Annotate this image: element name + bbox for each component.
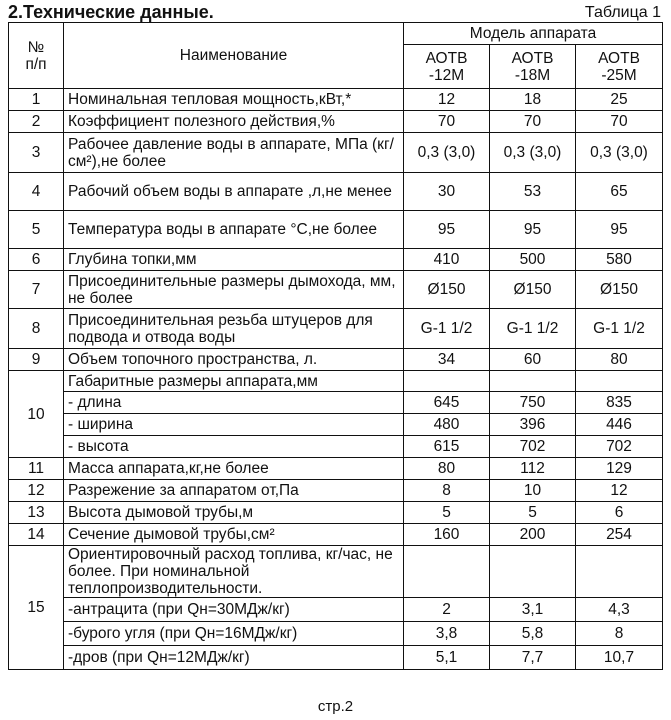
header-num: № п/п — [9, 23, 64, 89]
page-number: стр.2 — [317, 698, 354, 715]
subrow-value: 8 — [576, 622, 663, 646]
row-number: 15 — [9, 546, 64, 670]
row-value — [576, 546, 663, 598]
row-value: Ø150 — [490, 271, 576, 309]
subrow-name: - высота — [64, 436, 404, 458]
row-name: Температура воды в аппарате °С,не более — [64, 211, 404, 249]
row-value: 200 — [490, 524, 576, 546]
row-value: Ø150 — [576, 271, 663, 309]
subrow-value: 702 — [576, 436, 663, 458]
row-number: 13 — [9, 502, 64, 524]
row-value: G-1 1/2 — [576, 309, 663, 349]
row-value — [576, 371, 663, 392]
table-row — [9, 111, 663, 133]
row-number: 2 — [9, 111, 64, 133]
subrow-value: 702 — [490, 436, 576, 458]
row-value: 70 — [576, 111, 663, 133]
row-number: 8 — [9, 309, 64, 349]
row-value: 0,3 (3,0) — [404, 133, 490, 173]
row-number: 14 — [9, 524, 64, 546]
row-value: 12 — [404, 89, 490, 111]
row-value: 95 — [490, 211, 576, 249]
table-subrow — [9, 598, 663, 622]
row-value — [404, 371, 490, 392]
row-value: 5 — [490, 502, 576, 524]
row-value: 0,3 (3,0) — [576, 133, 663, 173]
table-row — [9, 458, 663, 480]
table-row — [9, 480, 663, 502]
row-value: 0,3 (3,0) — [490, 133, 576, 173]
row-name: Рабочий объем воды в аппарате ,л,не менее — [64, 173, 404, 211]
table-row — [9, 546, 663, 598]
row-value: 95 — [576, 211, 663, 249]
row-number: 1 — [9, 89, 64, 111]
header-model: АОТВ -25М — [576, 45, 663, 89]
row-value: 80 — [404, 458, 490, 480]
row-value: 60 — [490, 349, 576, 371]
table-number: Таблица 1 — [584, 4, 661, 21]
table-row — [9, 133, 663, 173]
subrow-name: -бурого угля (при Qн=16МДж/кг) — [64, 622, 404, 646]
subrow-value: 3,1 — [490, 598, 576, 622]
row-number: 6 — [9, 249, 64, 271]
row-number: 7 — [9, 271, 64, 309]
row-value — [490, 546, 576, 598]
row-value: 160 — [404, 524, 490, 546]
row-value: 5 — [404, 502, 490, 524]
subrow-value: 5,1 — [404, 646, 490, 670]
row-value: 500 — [490, 249, 576, 271]
header-model-group: Модель аппарата — [404, 23, 663, 45]
row-value: 25 — [576, 89, 663, 111]
table-subrow — [9, 392, 663, 414]
row-name: Глубина топки,мм — [64, 249, 404, 271]
row-value: 53 — [490, 173, 576, 211]
row-name: Сечение дымовой трубы,см² — [64, 524, 404, 546]
row-value: 70 — [404, 111, 490, 133]
table-subrow — [9, 436, 663, 458]
table-row — [9, 309, 663, 349]
table-row — [9, 271, 663, 309]
table-subrow — [9, 646, 663, 670]
row-value: 10 — [490, 480, 576, 502]
row-number: 3 — [9, 133, 64, 173]
subrow-value: 750 — [490, 392, 576, 414]
row-value: 95 — [404, 211, 490, 249]
section-title: 2.Технические данные. — [8, 2, 214, 22]
row-number: 9 — [9, 349, 64, 371]
subrow-value: 3,8 — [404, 622, 490, 646]
row-number: 11 — [9, 458, 64, 480]
table-row — [9, 524, 663, 546]
row-value: 34 — [404, 349, 490, 371]
row-name: Присоединительная резьба штуцеров для подвода и отвода воды — [64, 309, 404, 349]
subrow-name: - ширина — [64, 414, 404, 436]
row-value: 80 — [576, 349, 663, 371]
subrow-value: 396 — [490, 414, 576, 436]
row-number: 10 — [9, 371, 64, 458]
row-value: 254 — [576, 524, 663, 546]
subrow-value: 4,3 — [576, 598, 663, 622]
row-name: Габаритные размеры аппарата,мм — [64, 371, 404, 392]
table-row — [9, 211, 663, 249]
subrow-value: 7,7 — [490, 646, 576, 670]
row-value: 70 — [490, 111, 576, 133]
table-row — [9, 89, 663, 111]
subrow-value: 835 — [576, 392, 663, 414]
row-name: Объем топочного пространства, л. — [64, 349, 404, 371]
header-model: АОТВ -18М — [490, 45, 576, 89]
row-value: 30 — [404, 173, 490, 211]
subrow-value: 446 — [576, 414, 663, 436]
row-name: Коэффициент полезного действия,% — [64, 111, 404, 133]
table-row — [9, 371, 663, 392]
row-value: 410 — [404, 249, 490, 271]
row-value: 112 — [490, 458, 576, 480]
subrow-value: 645 — [404, 392, 490, 414]
row-value: 8 — [404, 480, 490, 502]
row-name: Разрежение за аппаратом от,Па — [64, 480, 404, 502]
row-name: Масса аппарата,кг,не более — [64, 458, 404, 480]
table-subrow — [9, 414, 663, 436]
table-row — [9, 249, 663, 271]
header-name: Наименование — [64, 23, 404, 89]
subrow-name: -антрацита (при Qн=30МДж/кг) — [64, 598, 404, 622]
table-row — [9, 349, 663, 371]
row-value: 18 — [490, 89, 576, 111]
subrow-name: -дров (при Qн=12МДж/кг) — [64, 646, 404, 670]
row-name: Высота дымовой трубы,м — [64, 502, 404, 524]
row-value: G-1 1/2 — [490, 309, 576, 349]
row-value — [404, 546, 490, 598]
row-number: 4 — [9, 173, 64, 211]
subrow-name: - длина — [64, 392, 404, 414]
table-row — [9, 502, 663, 524]
row-value: Ø150 — [404, 271, 490, 309]
subrow-value: 480 — [404, 414, 490, 436]
row-name: Присоединительные размеры дымохода, мм, не более — [64, 271, 404, 309]
row-value: 65 — [576, 173, 663, 211]
row-number: 12 — [9, 480, 64, 502]
subrow-value: 615 — [404, 436, 490, 458]
row-value: G-1 1/2 — [404, 309, 490, 349]
subrow-value: 2 — [404, 598, 490, 622]
row-name: Рабочее давление воды в аппарате, МПа (кг/см²),не более — [64, 133, 404, 173]
subrow-value: 10,7 — [576, 646, 663, 670]
row-value: 12 — [576, 480, 663, 502]
table-subrow — [9, 622, 663, 646]
row-name: Ориентировочный расход топлива, кг/час, не более. При номинальной теплопроизводительности. — [64, 546, 404, 598]
table-row — [9, 173, 663, 211]
row-value: 129 — [576, 458, 663, 480]
subrow-value: 5,8 — [490, 622, 576, 646]
header-model: АОТВ -12М — [404, 45, 490, 89]
row-number: 5 — [9, 211, 64, 249]
row-value — [490, 371, 576, 392]
specs-table — [8, 22, 663, 670]
row-value: 580 — [576, 249, 663, 271]
row-value: 6 — [576, 502, 663, 524]
row-name: Номинальная тепловая мощность,кВт,* — [64, 89, 404, 111]
